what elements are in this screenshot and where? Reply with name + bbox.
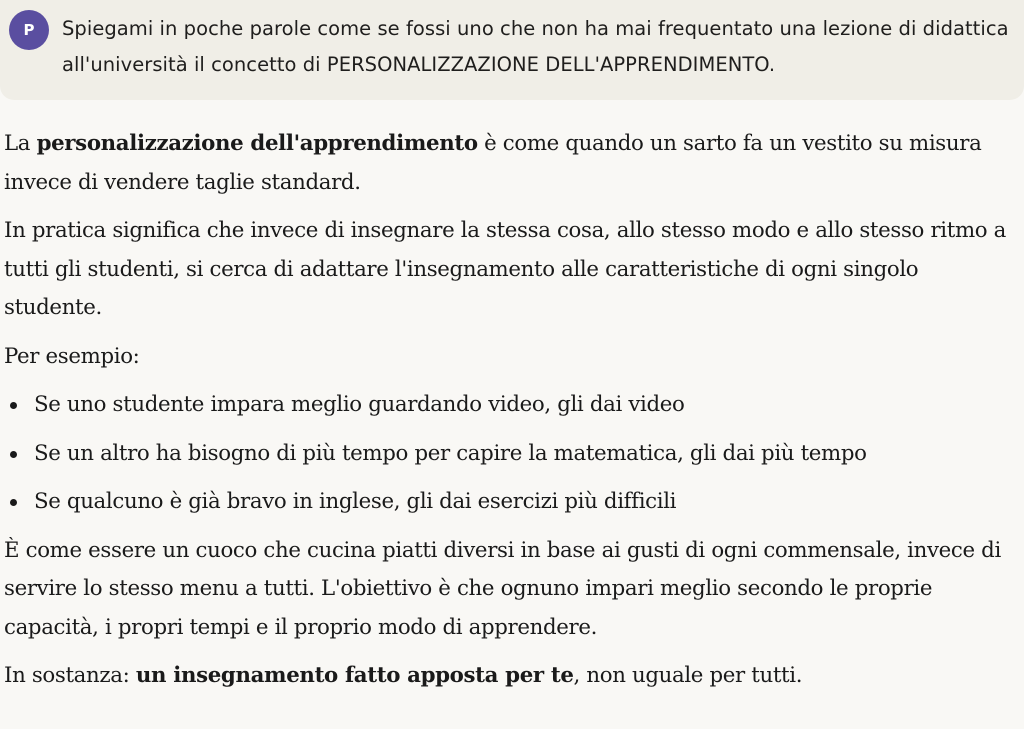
bullet-dot-icon — [10, 499, 17, 506]
bullet-dot-icon — [10, 451, 17, 458]
response-paragraph-3: Per esempio: — [4, 343, 140, 369]
user-avatar[interactable] — [9, 10, 49, 50]
user-message — [0, 0, 1024, 100]
assistant-response — [4, 125, 1020, 706]
list-item-text: Se qualcuno è già bravo in inglese, gli dai esercizi più difficili — [34, 489, 677, 514]
p5-after: , non uguale per tutti. — [573, 663, 803, 688]
response-paragraph-4: È come essere un cuoco che cucina piatti diversi in base ai gusti di ogni commensale, invece di servire lo stesso menu a tutti. L'obiettivo è che ognuno impari meglio secondo le proprie capacità, i propri tempi e il proprio modo di apprendere. — [4, 537, 1001, 640]
list-item-text: Se un altro ha bisogno di più tempo per capire la matematica, gli dai più tempo — [34, 440, 867, 466]
list-item — [4, 435, 1020, 474]
example-list — [4, 386, 1020, 522]
response-paragraph-1 — [4, 125, 1020, 202]
bullet-dot-icon — [10, 402, 17, 409]
user-message-text: Spiegami in poche parole come se fossi uno che non ha mai frequentato una lezione di didattica all'università il concetto di PERSONALIZZAZIONE DELL'APPRENDIMENTO. — [62, 17, 1009, 76]
p5-bold: un insegnamento fatto apposta per te — [135, 663, 574, 688]
p5-before: In sostanza: — [4, 663, 136, 688]
list-item — [4, 386, 1020, 425]
response-paragraph-5 — [4, 657, 1020, 696]
list-item-text: Se uno studente impara meglio guardando video, gli dai video — [34, 392, 685, 417]
p1-bold: personalizzazione dell'apprendimento — [36, 131, 478, 156]
list-item — [4, 483, 1020, 522]
avatar-initial: P — [23, 21, 35, 39]
p1-before: La — [4, 131, 37, 156]
p1-after: è come quando un sarto fa un vestito su misura invece di vendere taglie standard. — [4, 131, 982, 195]
response-paragraph-2: In pratica significa che invece di insegnare la stessa cosa, allo stesso modo e allo stesso ritmo a tutti gli studenti, si cerca di adattare l'insegnamento alle caratteristiche di ogni singolo studente. — [4, 218, 1007, 320]
